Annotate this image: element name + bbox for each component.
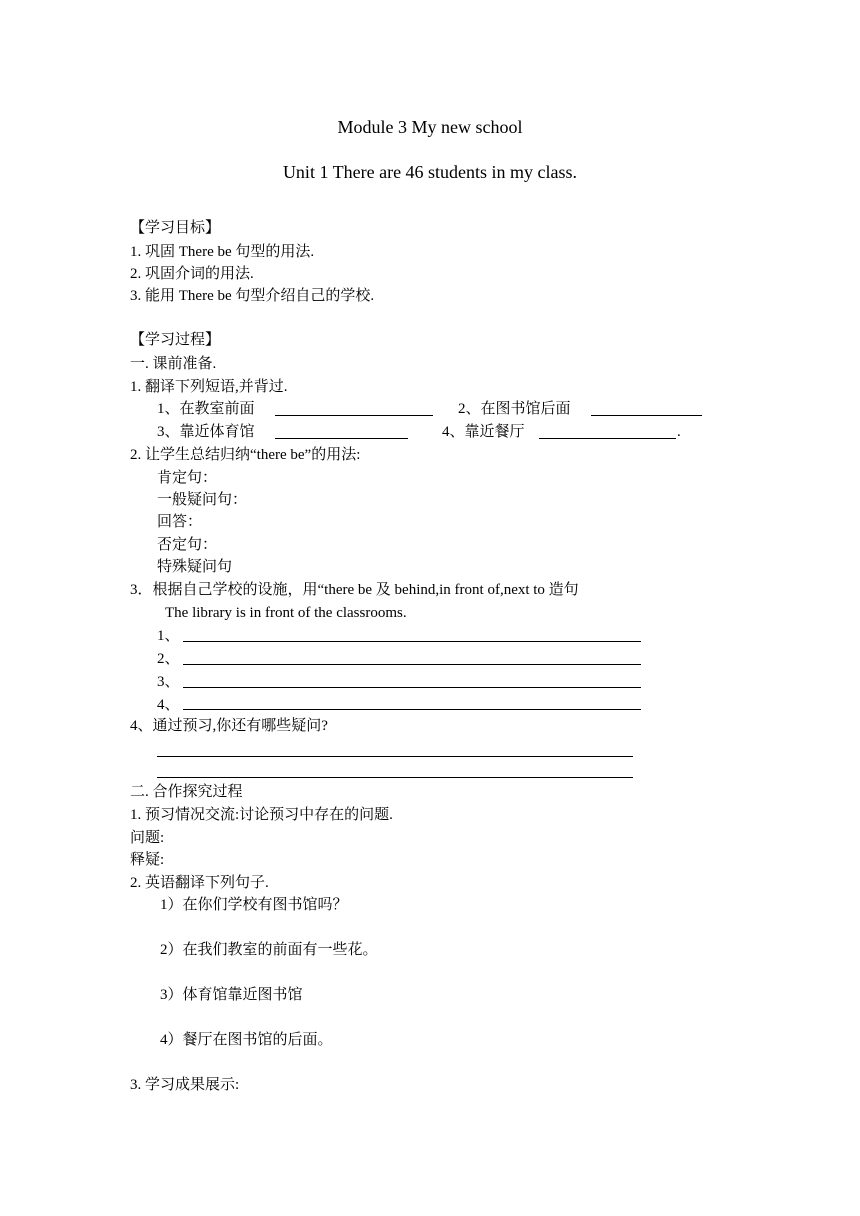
answer-label: 释疑:: [130, 852, 165, 868]
answer-blank[interactable]: [591, 415, 702, 416]
answer-blank[interactable]: [275, 438, 408, 439]
translation-sentence: 4）餐厅在图书馆的后面。: [160, 1032, 333, 1048]
goals-heading: 【学习目标】: [130, 220, 221, 236]
goal-item: 1. 巩固 There be 句型的用法.: [130, 244, 315, 260]
example-sentence: The library is in front of the classrooms.: [165, 605, 407, 621]
end-mark: .: [677, 424, 681, 440]
answer-line[interactable]: [157, 756, 633, 757]
usage-item: 回答：: [157, 514, 203, 530]
phrase-prompt: 3、靠近体育馆: [157, 424, 255, 440]
q2-label: 2. 让学生总结归纳“there be”的用法:: [130, 447, 361, 463]
process-heading: 【学习过程】: [130, 332, 221, 348]
line-number: 3、: [157, 674, 180, 690]
part2-q1: 1. 预习情况交流:讨论预习中存在的问题.: [130, 807, 393, 823]
usage-item: 否定句：: [157, 537, 218, 553]
goal-item: 3. 能用 There be 句型介绍自己的学校.: [130, 288, 375, 304]
line-number: 4、: [157, 697, 180, 713]
phrase-prompt: 1、在教室前面: [157, 401, 255, 417]
line-number: 1、: [157, 628, 180, 644]
line-number: 2、: [157, 651, 180, 667]
problem-label: 问题:: [130, 830, 165, 846]
part2-q2-label: 2. 英语翻译下列句子.: [130, 875, 269, 891]
part1-heading: 一. 课前准备.: [130, 356, 217, 372]
answer-blank[interactable]: [275, 415, 433, 416]
answer-line[interactable]: [157, 777, 633, 778]
part2-q3: 3. 学习成果展示:: [130, 1077, 240, 1093]
usage-item: 特殊疑问句: [157, 559, 233, 575]
q1-label: 1. 翻译下列短语,并背过.: [130, 379, 288, 395]
document-title: Module 3 My new school: [337, 117, 523, 137]
part2-heading: 二. 合作探究过程: [130, 784, 243, 800]
answer-line[interactable]: [183, 687, 641, 688]
phrase-prompt: 2、在图书馆后面: [458, 401, 571, 417]
goal-item: 2. 巩固介词的用法.: [130, 266, 254, 282]
usage-item: 肯定句：: [157, 470, 218, 486]
translation-sentence: 3）体育馆靠近图书馆: [160, 987, 303, 1003]
document-subtitle: Unit 1 There are 46 students in my class.: [282, 162, 578, 182]
q4-label: 4、通过预习,你还有哪些疑问?: [130, 718, 328, 734]
translation-sentence: 1）在你们学校有图书馆吗？: [160, 897, 348, 913]
answer-line[interactable]: [183, 709, 641, 710]
answer-blank[interactable]: [539, 438, 676, 439]
q3-label: 3．根据自己学校的设施，用“there be 及 behind,in front of,next to 造句: [130, 582, 579, 598]
translation-sentence: 2）在我们教室的前面有一些花。: [160, 942, 378, 958]
answer-line[interactable]: [183, 664, 641, 665]
phrase-prompt: 4、靠近餐厅: [442, 424, 525, 440]
usage-item: 一般疑问句：: [157, 492, 248, 508]
answer-line[interactable]: [183, 641, 641, 642]
